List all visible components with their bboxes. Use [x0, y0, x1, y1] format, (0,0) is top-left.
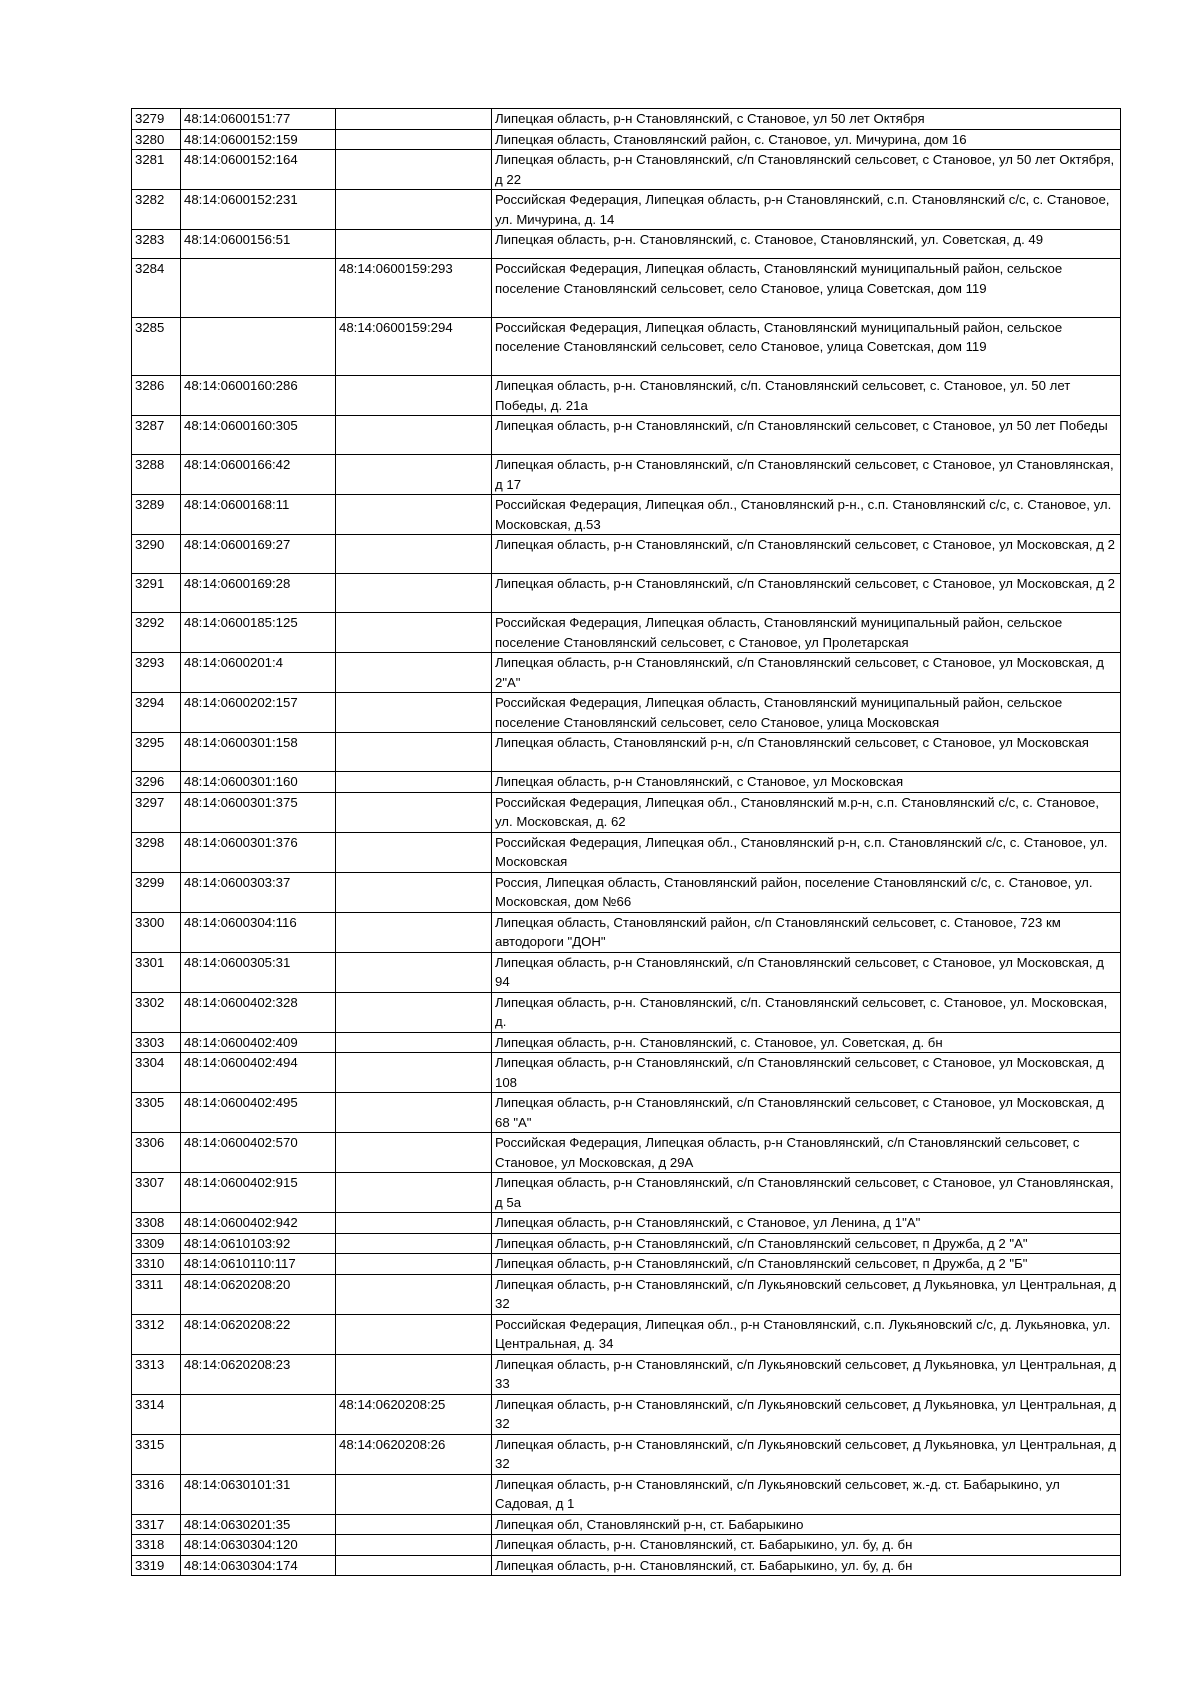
address-cell: Липецкая область, р-н Становлянский, с/п Становлянский сельсовет, с Становое, ул Московская, д 108 [492, 1053, 1121, 1093]
cadastral-number-cell: 48:14:0620208:22 [181, 1314, 336, 1354]
address-cell: Липецкая область, р-н. Становлянский, с. Становое, Становлянский, ул. Советская, д. 49 [492, 230, 1121, 259]
row-number-cell: 3289 [132, 495, 181, 535]
address-cell: Липецкая область, р-н Становлянский, с/п Лукьяновский сельсовет, ж.-д. ст. Бабарыкино, ул Садовая, д 1 [492, 1474, 1121, 1514]
address-cell: Липецкая область, р-н. Становлянский, с/п. Становлянский сельсовет, с. Становое, ул. 50 лет Победы, д. 21а [492, 376, 1121, 416]
cadastral-number-cell [181, 317, 336, 376]
row-number-cell: 3285 [132, 317, 181, 376]
secondary-cadastral-number-cell [336, 574, 492, 613]
row-number-cell: 3318 [132, 1535, 181, 1556]
cadastral-number-cell: 48:14:0600305:31 [181, 952, 336, 992]
row-number-cell: 3315 [132, 1434, 181, 1474]
row-number-cell: 3308 [132, 1213, 181, 1234]
table-row [132, 792, 1121, 832]
address-cell: Липецкая область, р-н Становлянский, с/п Становлянский сельсовет, п Дружба, д 2 "Б" [492, 1254, 1121, 1275]
row-number-cell: 3296 [132, 772, 181, 793]
address-cell: Российская Федерация, Липецкая обл., Становлянский м.р-н, с.п. Становлянский с/с, с. Становое, ул. Московская, д. 62 [492, 792, 1121, 832]
row-number-cell: 3303 [132, 1032, 181, 1053]
row-number-cell: 3295 [132, 733, 181, 772]
cadastral-number-cell: 48:14:0600402:494 [181, 1053, 336, 1093]
address-cell: Липецкая область, р-н Становлянский, с/п Становлянский сельсовет, с Становое, ул Московская, д 94 [492, 952, 1121, 992]
secondary-cadastral-number-cell [336, 376, 492, 416]
cadastral-number-cell: 48:14:0600301:160 [181, 772, 336, 793]
address-cell: Российская Федерация, Липецкая область, Становлянский муниципальный район, сельское поселение Становлянский сельсовет, село Становое, улица Московская [492, 693, 1121, 733]
address-cell: Российская Федерация, Липецкая область, Становлянский муниципальный район, сельское поселение Становлянский сельсовет, село Становое, улица Советская, дом 119 [492, 259, 1121, 318]
table-row [132, 1133, 1121, 1173]
address-cell: Липецкая область, р-н Становлянский, с Становое, ул Московская [492, 772, 1121, 793]
table-row [132, 1233, 1121, 1254]
row-number-cell: 3310 [132, 1254, 181, 1275]
cadastral-number-cell: 48:14:0600402:328 [181, 992, 336, 1032]
table-row [132, 1394, 1121, 1434]
secondary-cadastral-number-cell [336, 1173, 492, 1213]
table-row [132, 317, 1121, 376]
address-cell: Липецкая область, Становлянский р-н, с/п Становлянский сельсовет, с Становое, ул Московская [492, 733, 1121, 772]
table-row [132, 1514, 1121, 1535]
table-row [132, 1093, 1121, 1133]
address-cell: Липецкая область, р-н Становлянский, с/п Становлянский сельсовет, п Дружба, д 2 "А" [492, 1233, 1121, 1254]
address-cell: Липецкая область, р-н. Становлянский, с. Становое, ул. Советская, д. бн [492, 1032, 1121, 1053]
row-number-cell: 3304 [132, 1053, 181, 1093]
table-row [132, 230, 1121, 259]
address-cell: Россия, Липецкая область, Становлянский район, поселение Становлянский с/с, с. Становое, ул. Московская, дом №66 [492, 872, 1121, 912]
secondary-cadastral-number-cell [336, 1535, 492, 1556]
cadastral-number-cell: 48:14:0620208:23 [181, 1354, 336, 1394]
address-cell: Липецкая область, р-н Становлянский, с/п Становлянский сельсовет, с Становое, ул 50 лет Победы [492, 416, 1121, 455]
cadastral-number-cell: 48:14:0600151:77 [181, 109, 336, 130]
secondary-cadastral-number-cell [336, 1133, 492, 1173]
cadastral-number-cell: 48:14:0600201:4 [181, 653, 336, 693]
row-number-cell: 3286 [132, 376, 181, 416]
cadastral-number-cell: 48:14:0600402:495 [181, 1093, 336, 1133]
table-row [132, 495, 1121, 535]
cadastral-number-cell: 48:14:0600301:376 [181, 832, 336, 872]
secondary-cadastral-number-cell: 48:14:0600159:293 [336, 259, 492, 318]
cadastral-number-cell: 48:14:0600301:158 [181, 733, 336, 772]
secondary-cadastral-number-cell: 48:14:0600159:294 [336, 317, 492, 376]
table-row [132, 1213, 1121, 1234]
address-cell: Липецкая область, р-н. Становлянский, с/п. Становлянский сельсовет, с. Становое, ул. Московская, д. [492, 992, 1121, 1032]
table-row [132, 1274, 1121, 1314]
table-row [132, 733, 1121, 772]
table-row [132, 653, 1121, 693]
cadastral-number-cell [181, 259, 336, 318]
cadastral-number-cell: 48:14:0600160:305 [181, 416, 336, 455]
cadastral-number-cell: 48:14:0600202:157 [181, 693, 336, 733]
address-cell: Российская Федерация, Липецкая обл., Становлянский р-н., с.п. Становлянский с/с, с. Становое, ул. Московская, д.53 [492, 495, 1121, 535]
cadastral-number-cell: 48:14:0600303:37 [181, 872, 336, 912]
address-cell: Российская Федерация, Липецкая обл., р-н Становлянский, с.п. Лукьяновский с/с, д. Лукьяновка, ул. Центральная, д. 34 [492, 1314, 1121, 1354]
address-cell: Липецкая область, р-н Становлянский, с/п Лукьяновский сельсовет, д Лукьяновка, ул Центральная, д 32 [492, 1274, 1121, 1314]
row-number-cell: 3307 [132, 1173, 181, 1213]
address-cell: Российская Федерация, Липецкая область, Становлянский муниципальный район, сельское поселение Становлянский сельсовет, с Становое, ул Пролетарская [492, 613, 1121, 653]
secondary-cadastral-number-cell [336, 872, 492, 912]
table-row [132, 416, 1121, 455]
secondary-cadastral-number-cell [336, 1032, 492, 1053]
secondary-cadastral-number-cell [336, 150, 492, 190]
row-number-cell: 3316 [132, 1474, 181, 1514]
table-row [132, 1474, 1121, 1514]
secondary-cadastral-number-cell [336, 992, 492, 1032]
address-cell: Российская Федерация, Липецкая обл., Становлянский р-н, с.п. Становлянский с/с, с. Становое, ул. Московская [492, 832, 1121, 872]
table-row [132, 992, 1121, 1032]
secondary-cadastral-number-cell [336, 772, 492, 793]
table-row [132, 693, 1121, 733]
row-number-cell: 3292 [132, 613, 181, 653]
registry-table [131, 108, 1121, 1576]
cadastral-number-cell: 48:14:0600160:286 [181, 376, 336, 416]
row-number-cell: 3281 [132, 150, 181, 190]
row-number-cell: 3305 [132, 1093, 181, 1133]
cadastral-number-cell: 48:14:0600402:942 [181, 1213, 336, 1234]
registry-body [132, 109, 1121, 1576]
table-row [132, 109, 1121, 130]
row-number-cell: 3306 [132, 1133, 181, 1173]
row-number-cell: 3299 [132, 872, 181, 912]
cadastral-number-cell: 48:14:0600168:11 [181, 495, 336, 535]
table-row [132, 535, 1121, 574]
cadastral-number-cell: 48:14:0600402:915 [181, 1173, 336, 1213]
cadastral-number-cell: 48:14:0610110:117 [181, 1254, 336, 1275]
row-number-cell: 3319 [132, 1555, 181, 1576]
table-row [132, 952, 1121, 992]
cadastral-number-cell: 48:14:0600152:231 [181, 190, 336, 230]
table-row [132, 1354, 1121, 1394]
table-row [132, 872, 1121, 912]
secondary-cadastral-number-cell [336, 792, 492, 832]
table-row [132, 1434, 1121, 1474]
address-cell: Липецкая область, р-н. Становлянский, ст. Бабарыкино, ул. бу, д. бн [492, 1535, 1121, 1556]
cadastral-number-cell: 48:14:0600152:164 [181, 150, 336, 190]
secondary-cadastral-number-cell [336, 190, 492, 230]
secondary-cadastral-number-cell [336, 1354, 492, 1394]
row-number-cell: 3309 [132, 1233, 181, 1254]
table-row [132, 1555, 1121, 1576]
cadastral-number-cell: 48:14:0600169:27 [181, 535, 336, 574]
cadastral-number-cell: 48:14:0600301:375 [181, 792, 336, 832]
address-cell: Липецкая обл, Становлянский р-н, ст. Бабарыкино [492, 1514, 1121, 1535]
address-cell: Липецкая область, р-н Становлянский, с/п Лукьяновский сельсовет, д Лукьяновка, ул Центральная, д 32 [492, 1394, 1121, 1434]
cadastral-number-cell: 48:14:0630304:120 [181, 1535, 336, 1556]
secondary-cadastral-number-cell [336, 535, 492, 574]
row-number-cell: 3282 [132, 190, 181, 230]
cadastral-number-cell: 48:14:0600402:409 [181, 1032, 336, 1053]
address-cell: Липецкая область, р-н Становлянский, с/п Становлянский сельсовет, с Становое, ул Московская, д 2 [492, 574, 1121, 613]
table-row [132, 1535, 1121, 1556]
table-row [132, 376, 1121, 416]
table-row [132, 150, 1121, 190]
secondary-cadastral-number-cell [336, 952, 492, 992]
cadastral-number-cell: 48:14:0600304:116 [181, 912, 336, 952]
address-cell: Липецкая область, Становлянский район, с. Становое, ул. Мичурина, дом 16 [492, 129, 1121, 150]
row-number-cell: 3284 [132, 259, 181, 318]
row-number-cell: 3288 [132, 455, 181, 495]
cadastral-number-cell: 48:14:0630304:174 [181, 1555, 336, 1576]
secondary-cadastral-number-cell [336, 1254, 492, 1275]
table-row [132, 613, 1121, 653]
cadastral-number-cell: 48:14:0600156:51 [181, 230, 336, 259]
table-row [132, 1173, 1121, 1213]
address-cell: Российская Федерация, Липецкая область, р-н Становлянский, с/п Становлянский сельсовет, с Становое, ул Московская, д 29А [492, 1133, 1121, 1173]
row-number-cell: 3290 [132, 535, 181, 574]
table-row [132, 1314, 1121, 1354]
secondary-cadastral-number-cell [336, 1233, 492, 1254]
address-cell: Липецкая область, р-н Становлянский, с/п Становлянский сельсовет, с Становое, ул Становлянская, д 17 [492, 455, 1121, 495]
address-cell: Липецкая область, р-н Становлянский, с/п Становлянский сельсовет, с Становое, ул 50 лет Октября, д 22 [492, 150, 1121, 190]
secondary-cadastral-number-cell [336, 1213, 492, 1234]
row-number-cell: 3313 [132, 1354, 181, 1394]
address-cell: Липецкая область, р-н Становлянский, с/п Лукьяновский сельсовет, д Лукьяновка, ул Центральная, д 32 [492, 1434, 1121, 1474]
row-number-cell: 3302 [132, 992, 181, 1032]
table-row [132, 1254, 1121, 1275]
table-row [132, 259, 1121, 318]
table-row [132, 832, 1121, 872]
cadastral-number-cell: 48:14:0600185:125 [181, 613, 336, 653]
address-cell: Липецкая область, р-н Становлянский, с Становое, ул 50 лет Октября [492, 109, 1121, 130]
row-number-cell: 3279 [132, 109, 181, 130]
address-cell: Липецкая область, р-н Становлянский, с Становое, ул Ленина, д 1"А" [492, 1213, 1121, 1234]
table-row [132, 772, 1121, 793]
cadastral-number-cell [181, 1394, 336, 1434]
secondary-cadastral-number-cell: 48:14:0620208:25 [336, 1394, 492, 1434]
row-number-cell: 3312 [132, 1314, 181, 1354]
address-cell: Российская Федерация, Липецкая область, р-н Становлянский, с.п. Становлянский с/с, с. Становое, ул. Мичурина, д. 14 [492, 190, 1121, 230]
row-number-cell: 3280 [132, 129, 181, 150]
address-cell: Липецкая область, р-н Становлянский, с/п Становлянский сельсовет, с Становое, ул Московская, д 2 [492, 535, 1121, 574]
row-number-cell: 3294 [132, 693, 181, 733]
secondary-cadastral-number-cell [336, 416, 492, 455]
row-number-cell: 3291 [132, 574, 181, 613]
secondary-cadastral-number-cell [336, 613, 492, 653]
secondary-cadastral-number-cell [336, 495, 492, 535]
address-cell: Липецкая область, р-н Становлянский, с/п Лукьяновский сельсовет, д Лукьяновка, ул Центральная, д 33 [492, 1354, 1121, 1394]
cadastral-number-cell: 48:14:0600402:570 [181, 1133, 336, 1173]
row-number-cell: 3300 [132, 912, 181, 952]
cadastral-number-cell: 48:14:0620208:20 [181, 1274, 336, 1314]
secondary-cadastral-number-cell [336, 693, 492, 733]
address-cell: Липецкая область, Становлянский район, с/п Становлянский сельсовет, с. Становое, 723 км автодороги "ДОН" [492, 912, 1121, 952]
secondary-cadastral-number-cell [336, 1274, 492, 1314]
secondary-cadastral-number-cell [336, 1314, 492, 1354]
row-number-cell: 3283 [132, 230, 181, 259]
address-cell: Российская Федерация, Липецкая область, Становлянский муниципальный район, сельское поселение Становлянский сельсовет, село Становое, улица Советская, дом 119 [492, 317, 1121, 376]
row-number-cell: 3293 [132, 653, 181, 693]
cadastral-number-cell: 48:14:0600169:28 [181, 574, 336, 613]
cadastral-number-cell: 48:14:0630101:31 [181, 1474, 336, 1514]
table-row [132, 1053, 1121, 1093]
secondary-cadastral-number-cell [336, 1555, 492, 1576]
secondary-cadastral-number-cell [336, 832, 492, 872]
table-row [132, 129, 1121, 150]
secondary-cadastral-number-cell [336, 912, 492, 952]
table-row [132, 912, 1121, 952]
cadastral-number-cell: 48:14:0610103:92 [181, 1233, 336, 1254]
table-row [132, 455, 1121, 495]
secondary-cadastral-number-cell [336, 1474, 492, 1514]
table-row [132, 190, 1121, 230]
address-cell: Липецкая область, р-н Становлянский, с/п Становлянский сельсовет, с Становое, ул Становлянская, д 5а [492, 1173, 1121, 1213]
row-number-cell: 3311 [132, 1274, 181, 1314]
secondary-cadastral-number-cell [336, 1053, 492, 1093]
cadastral-number-cell: 48:14:0600152:159 [181, 129, 336, 150]
secondary-cadastral-number-cell [336, 1514, 492, 1535]
row-number-cell: 3297 [132, 792, 181, 832]
address-cell: Липецкая область, р-н Становлянский, с/п Становлянский сельсовет, с Становое, ул Московская, д 68 "А" [492, 1093, 1121, 1133]
secondary-cadastral-number-cell [336, 455, 492, 495]
cadastral-number-cell: 48:14:0630201:35 [181, 1514, 336, 1535]
address-cell: Липецкая область, р-н. Становлянский, ст. Бабарыкино, ул. бу, д. бн [492, 1555, 1121, 1576]
table-row [132, 1032, 1121, 1053]
secondary-cadastral-number-cell [336, 109, 492, 130]
secondary-cadastral-number-cell [336, 1093, 492, 1133]
row-number-cell: 3314 [132, 1394, 181, 1434]
address-cell: Липецкая область, р-н Становлянский, с/п Становлянский сельсовет, с Становое, ул Московская, д 2"А" [492, 653, 1121, 693]
row-number-cell: 3287 [132, 416, 181, 455]
secondary-cadastral-number-cell [336, 653, 492, 693]
cadastral-number-cell: 48:14:0600166:42 [181, 455, 336, 495]
row-number-cell: 3298 [132, 832, 181, 872]
row-number-cell: 3317 [132, 1514, 181, 1535]
cadastral-number-cell [181, 1434, 336, 1474]
secondary-cadastral-number-cell: 48:14:0620208:26 [336, 1434, 492, 1474]
secondary-cadastral-number-cell [336, 230, 492, 259]
secondary-cadastral-number-cell [336, 129, 492, 150]
secondary-cadastral-number-cell [336, 733, 492, 772]
row-number-cell: 3301 [132, 952, 181, 992]
table-row [132, 574, 1121, 613]
